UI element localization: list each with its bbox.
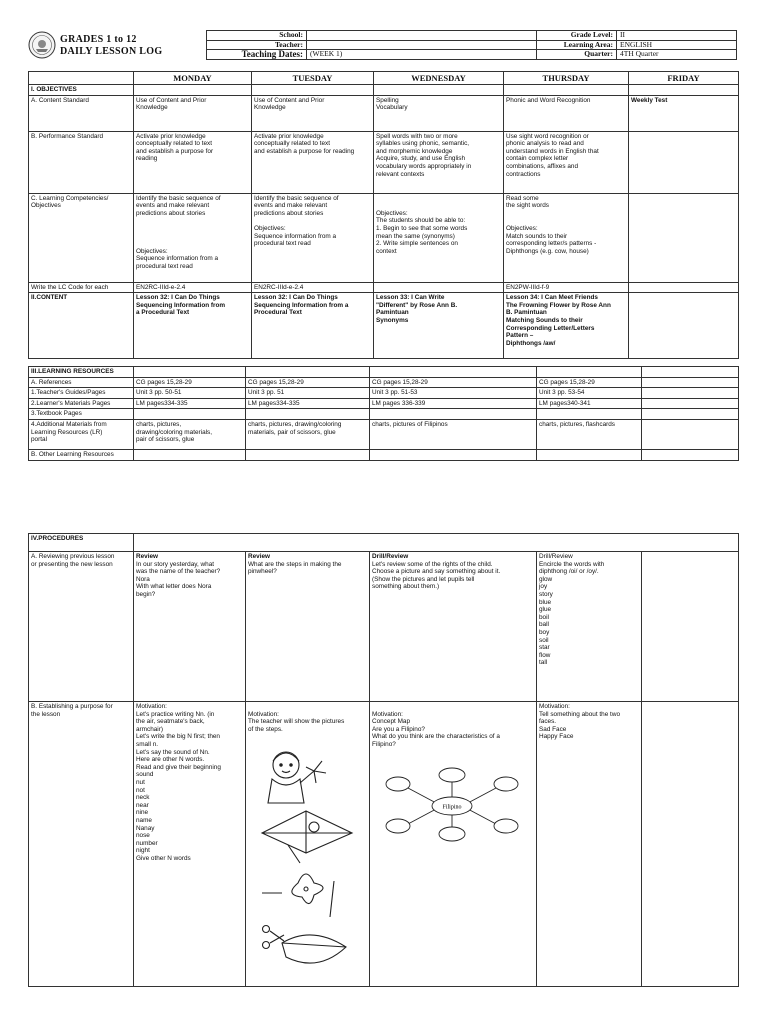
objectives-heading: I. OBJECTIVES — [29, 85, 134, 96]
additional-materials-tuesday: charts, pictures, drawing/coloring materials, pair of scissors, glue — [246, 419, 370, 449]
review-text: What are the steps in making the pinwheel? — [248, 560, 342, 576]
review-title: Drill/Review — [372, 553, 409, 560]
purpose-thursday: Motivation: Tell something about the two faces. Sad Face Happy Face — [537, 702, 642, 987]
content-standard-friday: Weekly Test — [629, 95, 739, 131]
learning-area-value: ENGLISH — [617, 40, 737, 50]
content-standard-monday: Use of Content and Prior Knowledge — [134, 95, 252, 131]
performance-standard-wednesday: Spell words with two or more syllables using phonic, semantic, and morphemic knowledge Acquire, study, and use English vocabulary words appropriately in relevant contexts — [374, 131, 504, 193]
teachers-guide-monday: Unit 3 pp. 50-51 — [134, 388, 246, 399]
concept-map-diagram — [372, 762, 532, 842]
quarter-value: 4TH Quarter — [617, 50, 737, 60]
content-standard-tuesday: Use of Content and Prior Knowledge — [252, 95, 374, 131]
blank-cell — [642, 449, 739, 460]
competencies-label: C. Learning Competencies/ Objectives — [29, 193, 134, 282]
lc-code-tuesday: EN2RC-IIId-e-2.4 — [252, 282, 374, 293]
day-header-wednesday: WEDNESDAY — [374, 72, 504, 85]
title-line-2: DAILY LESSON LOG — [60, 46, 163, 57]
blank-cell — [134, 534, 739, 552]
lc-code-wednesday — [374, 282, 504, 293]
other-resources-label: B. Other Learning Resources — [29, 449, 134, 460]
competencies-wednesday: Objectives: The students should be able to: 1. Begin to see that some words mean the same (synonyms) 2. Write simple sentences on context — [374, 193, 504, 282]
references-label: A. References — [29, 377, 134, 388]
blank-cell — [246, 409, 370, 420]
quarter-label: Quarter: — [537, 50, 617, 60]
learning-resources-table — [28, 366, 739, 461]
day-header-friday: FRIDAY — [629, 72, 739, 85]
procedures-heading: IV.PROCEDURES — [29, 534, 134, 552]
purpose-wednesday — [370, 702, 537, 987]
school-label: School: — [207, 31, 307, 41]
blank-cell — [504, 85, 629, 96]
teachers-guide-friday — [642, 388, 739, 399]
teaching-dates-value: (WEEK 1) — [307, 50, 537, 60]
review-text: In our story yesterday, what was the name of the teacher? Nora With what letter does Nora begin? — [136, 560, 221, 598]
purpose-wednesday-text: Motivation: Concept Map Are you a Filipino? What do you think are the characteristics of a Filipino? — [372, 710, 500, 748]
blank-cell — [134, 367, 246, 378]
content-lesson-wednesday: Lesson 33: I Can Write "Different" by Rose Ann B. Pamintuan Synonyms — [374, 293, 504, 359]
review-text: Let's review some of the rights of the child. Choose a picture and say something about it. (Show the pictures and let pupils tell something about them.) — [372, 560, 501, 591]
competencies-monday: Identify the basic sequence of events and make relevant predictions about stories Objectives: Sequence information from a procedural text read — [134, 193, 252, 282]
teacher-value — [307, 40, 537, 50]
additional-materials-thursday: charts, pictures, flashcards — [537, 419, 642, 449]
review-wednesday — [370, 552, 537, 702]
content-lesson-tuesday: Lesson 32: I Can Do Things Sequencing Information from a Procedural Text — [252, 293, 374, 359]
teachers-guide-tuesday: Unit 3 pp. 51 — [246, 388, 370, 399]
blank-cell — [246, 367, 370, 378]
learners-materials-thursday: LM pages340-341 — [537, 398, 642, 409]
references-friday — [642, 377, 739, 388]
document-title — [60, 34, 162, 58]
performance-standard-tuesday: Activate prior knowledge conceptually related to text and establish a purpose for reading — [252, 131, 374, 193]
content-standard-thursday: Phonic and Word Recognition — [504, 95, 629, 131]
blank-cell — [370, 409, 537, 420]
learners-materials-wednesday: LM pages 336-339 — [370, 398, 537, 409]
learners-materials-friday — [642, 398, 739, 409]
references-monday: CG pages 15,28-29 — [134, 377, 246, 388]
review-title: Review — [136, 553, 159, 560]
content-heading: II.CONTENT — [29, 293, 134, 359]
review-thursday: Drill/Review Encircle the words with diphthong /oi/ or /oy/. glow joy story blue glue boil ball boy soil star flow tall — [537, 552, 642, 702]
scissors-and-paper-drawing — [263, 925, 347, 963]
review-friday — [642, 552, 739, 702]
content-lesson-friday — [629, 293, 739, 359]
corner-cell — [29, 72, 134, 85]
purpose-monday: Motivation: Let's practice writing Nn. (in the air, seatmate's back, armchair) Let's write the big N first; then small n. Let's say the sound of Nn. Here are other N words. Read and give their beginning sound nut not neck near nine name Nanay nose number night Give other N words — [134, 702, 246, 987]
teaching-dates-label: Teaching Dates: — [207, 50, 307, 60]
competencies-thursday: Read some the sight words Objectives: Match sounds to their corresponding letter/s patterns - Diphthongs (e.g. cow, house) — [504, 193, 629, 282]
grade-level-value: II — [617, 31, 737, 41]
pinwheel-drawing — [262, 874, 334, 917]
review-monday — [134, 552, 246, 702]
content-lesson-monday: Lesson 32: I Can Do Things Sequencing Information from a Procedural Text — [134, 293, 252, 359]
purpose-tuesday-text: Motivation: The teacher will show the pictures of the steps. — [248, 710, 345, 733]
learning-area-label: Learning Area: — [537, 40, 617, 50]
concept-map-center-label: Filipino — [442, 804, 462, 811]
review-tuesday — [246, 552, 370, 702]
reviewing-label: A. Reviewing previous lesson or presenting the new lesson — [29, 552, 134, 702]
resources-heading: III.LEARNING RESOURCES — [29, 367, 134, 378]
lc-code-friday — [629, 282, 739, 293]
teachers-guide-wednesday: Unit 3 pp. 51-53 — [370, 388, 537, 399]
blank-cell — [134, 409, 246, 420]
blank-cell — [642, 367, 739, 378]
competencies-tuesday: Identify the basic sequence of events and make relevant predictions about stories Objectives: Sequence information from a procedural text read — [252, 193, 374, 282]
blank-cell — [537, 449, 642, 460]
references-wednesday: CG pages 15,28-29 — [370, 377, 537, 388]
blank-cell — [370, 449, 537, 460]
review-title: Review — [248, 553, 271, 560]
blank-cell — [134, 85, 252, 96]
purpose-friday — [642, 702, 739, 987]
deped-seal-logo — [28, 31, 56, 59]
textbook-label: 3.Textbook Pages — [29, 409, 134, 420]
pinwheel-steps-illustration — [248, 741, 364, 977]
content-lesson-thursday: Lesson 34: I Can Meet Friends The Frowning Flower by Rose Ann B. Pamintuan Matching Sounds to their Corresponding Letter/Letters Pattern – Diphthongs /aw/ — [504, 293, 629, 359]
blank-cell — [134, 449, 246, 460]
title-line-1: GRADES 1 to 12 — [60, 34, 137, 45]
teachers-guide-thursday: Unit 3 pp. 53-54 — [537, 388, 642, 399]
content-standard-label: A. Content Standard — [29, 95, 134, 131]
teachers-guide-label: 1.Teacher's Guides/Pages — [29, 388, 134, 399]
learners-materials-tuesday: LM pages334-335 — [246, 398, 370, 409]
day-header-thursday: THURSDAY — [504, 72, 629, 85]
blank-cell — [537, 409, 642, 420]
purpose-label: B. Establishing a purpose for the lesson — [29, 702, 134, 987]
content-standard-wednesday: Spelling Vocabulary — [374, 95, 504, 131]
learners-materials-label: 2.Learner's Materials Pages — [29, 398, 134, 409]
references-thursday: CG pages 15,28-29 — [537, 377, 642, 388]
additional-materials-friday — [642, 419, 739, 449]
lc-code-label: Write the LC Code for each — [29, 282, 134, 293]
lesson-log-table — [28, 71, 739, 359]
performance-standard-friday — [629, 131, 739, 193]
references-tuesday: CG pages 15,28-29 — [246, 377, 370, 388]
blank-cell — [642, 409, 739, 420]
blank-cell — [246, 449, 370, 460]
blank-cell — [537, 367, 642, 378]
blank-cell — [629, 85, 739, 96]
header-info-table — [206, 30, 737, 60]
lc-code-monday: EN2RC-IIId-e-2.4 — [134, 282, 252, 293]
girl-with-pinwheel-drawing — [268, 752, 326, 803]
additional-materials-monday: charts, pictures, drawing/coloring materials, pair of scissors, glue — [134, 419, 246, 449]
learners-materials-monday: LM pages334-335 — [134, 398, 246, 409]
teacher-label: Teacher: — [207, 40, 307, 50]
performance-standard-label: B. Performance Standard — [29, 131, 134, 193]
performance-standard-monday: Activate prior knowledge conceptually related to text and establish a purpose for reading — [134, 131, 252, 193]
additional-materials-wednesday: charts, pictures of Filipinos — [370, 419, 537, 449]
blank-cell — [252, 85, 374, 96]
purpose-tuesday — [246, 702, 370, 987]
additional-materials-label: 4.Additional Materials from Learning Resources (LR) portal — [29, 419, 134, 449]
procedures-table — [28, 533, 739, 987]
lc-code-thursday: EN2PW-IIId-f-9 — [504, 282, 629, 293]
day-header-monday: MONDAY — [134, 72, 252, 85]
folded-paper-drawing — [262, 811, 352, 863]
day-header-tuesday: TUESDAY — [252, 72, 374, 85]
blank-cell — [370, 367, 537, 378]
grade-level-label: Grade Level: — [537, 31, 617, 41]
competencies-friday — [629, 193, 739, 282]
performance-standard-thursday: Use sight word recognition or phonic analysis to read and understand words in English that contain complex letter combinations, affixes and contractions — [504, 131, 629, 193]
school-value — [307, 31, 537, 41]
blank-cell — [374, 85, 504, 96]
